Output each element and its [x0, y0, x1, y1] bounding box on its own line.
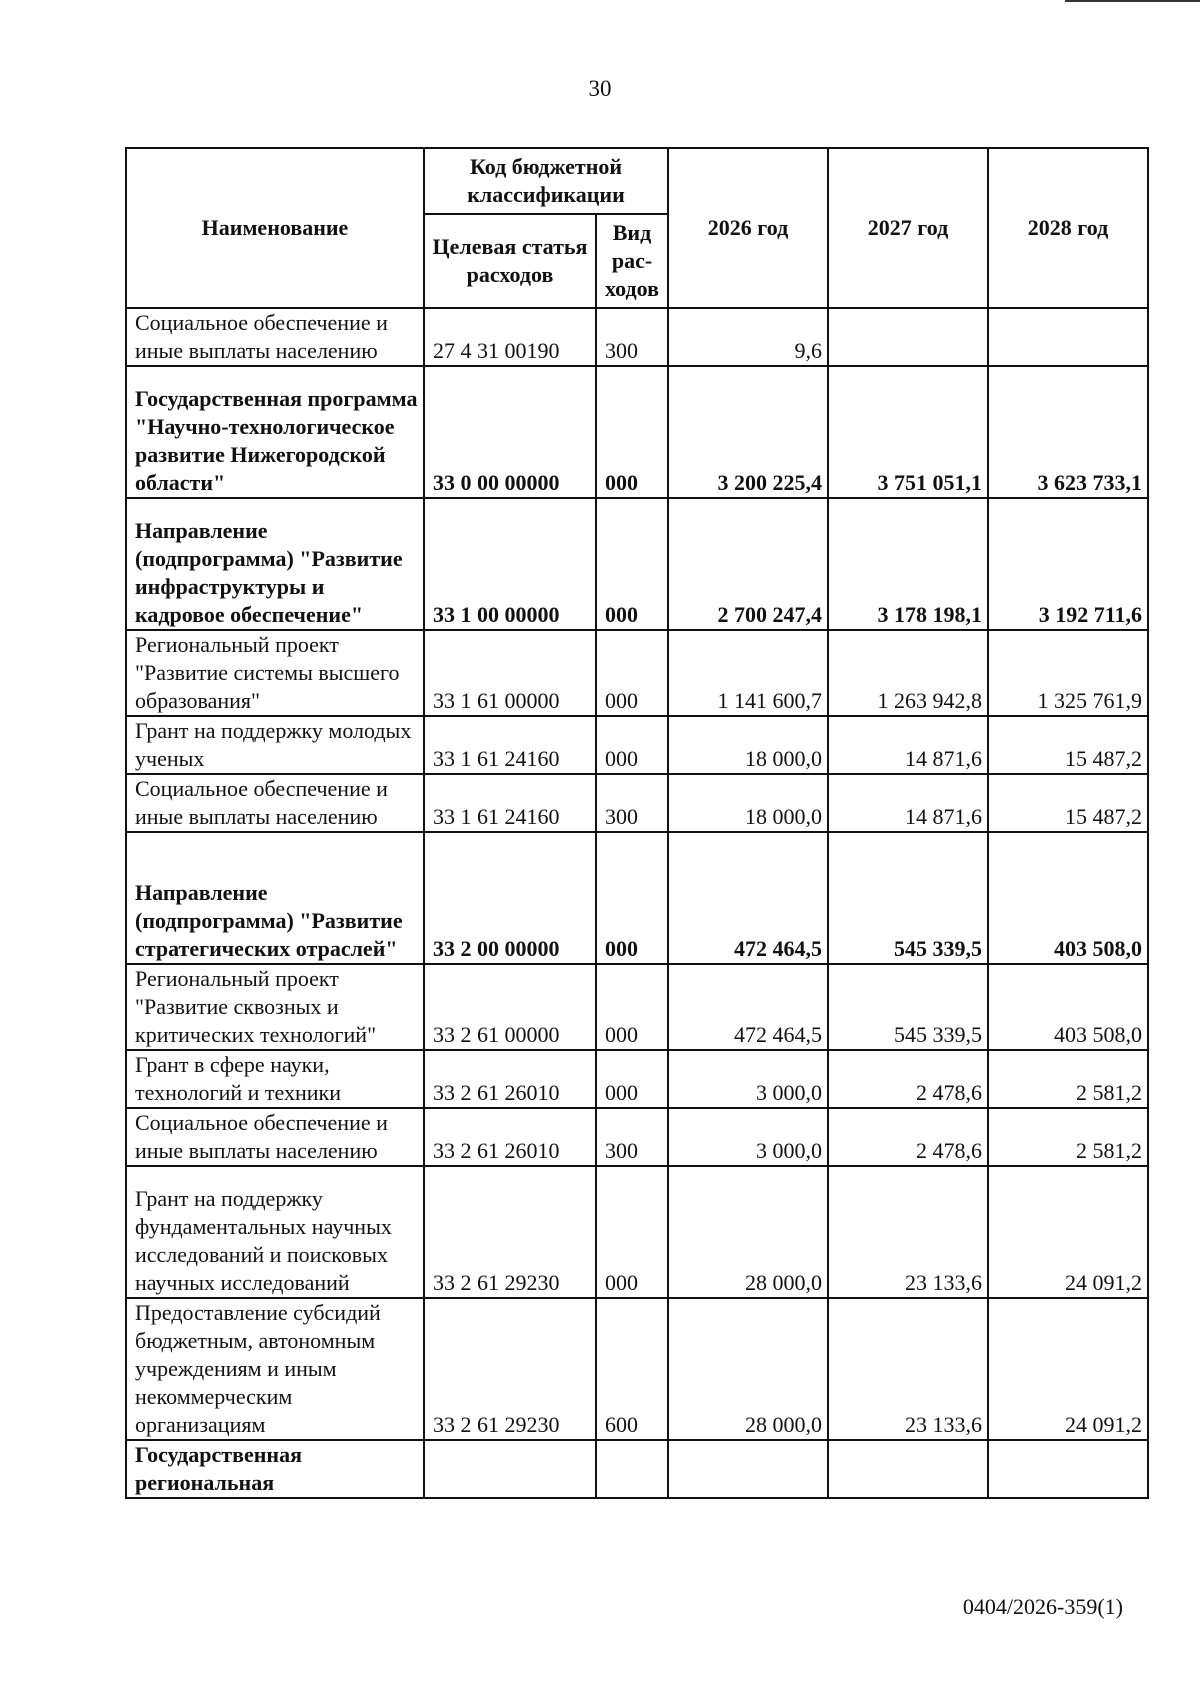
row-value-2028: 403 508,0	[988, 832, 1148, 964]
table-row	[126, 716, 1148, 774]
table-row	[126, 498, 1148, 630]
row-value-2028: 403 508,0	[988, 964, 1148, 1050]
row-value-2028: 24 091,2	[988, 1298, 1148, 1440]
row-value-2028: 1 325 761,9	[988, 630, 1148, 716]
row-name: Направление (подпрограмма) "Развитие стратегических отраслей"	[126, 832, 424, 964]
row-value-2028: 24 091,2	[988, 1166, 1148, 1298]
row-expense-type: 000	[596, 366, 668, 498]
row-value-2027: 3 751 051,1	[828, 366, 988, 498]
row-value-2026: 28 000,0	[668, 1298, 828, 1440]
table-row	[126, 1050, 1148, 1108]
budget-table-body	[126, 308, 1148, 1498]
row-target-article: 33 2 61 26010	[424, 1050, 596, 1108]
row-value-2028: 2 581,2	[988, 1050, 1148, 1108]
row-target-article: 33 1 61 00000	[424, 630, 596, 716]
row-target-article: 33 1 61 24160	[424, 716, 596, 774]
row-target-article: 33 2 00 00000	[424, 832, 596, 964]
row-expense-type: 600	[596, 1298, 668, 1440]
header-code-group: Код бюджетной классификации	[424, 148, 668, 214]
row-value-2028	[988, 308, 1148, 366]
header-2027: 2027 год	[828, 148, 988, 308]
table-row	[126, 1166, 1148, 1298]
row-value-2026: 18 000,0	[668, 774, 828, 832]
row-name: Региональный проект "Развитие сквозных и критических технологий"	[126, 964, 424, 1050]
row-value-2026: 9,6	[668, 308, 828, 366]
row-name: Социальное обеспечение и иные выплаты населению	[126, 1108, 424, 1166]
row-value-2027	[828, 1440, 988, 1498]
row-expense-type: 000	[596, 964, 668, 1050]
row-target-article: 33 2 61 00000	[424, 964, 596, 1050]
table-row	[126, 774, 1148, 832]
row-value-2026: 3 000,0	[668, 1050, 828, 1108]
row-target-article: 27 4 31 00190	[424, 308, 596, 366]
row-value-2027: 3 178 198,1	[828, 498, 988, 630]
row-value-2027: 545 339,5	[828, 964, 988, 1050]
row-value-2027: 23 133,6	[828, 1298, 988, 1440]
budget-table	[125, 147, 1149, 1499]
row-value-2026: 472 464,5	[668, 832, 828, 964]
row-name: Грант на поддержку фундаментальных научных исследований и поисковых научных исследований	[126, 1166, 424, 1298]
row-expense-type: 000	[596, 832, 668, 964]
row-expense-type: 000	[596, 1166, 668, 1298]
row-target-article: 33 2 61 29230	[424, 1298, 596, 1440]
row-value-2027: 14 871,6	[828, 716, 988, 774]
row-value-2028	[988, 1440, 1148, 1498]
row-target-article: 33 1 00 00000	[424, 498, 596, 630]
row-value-2028: 15 487,2	[988, 774, 1148, 832]
row-name: Региональный проект "Развитие системы высшего образования"	[126, 630, 424, 716]
row-value-2028: 3 192 711,6	[988, 498, 1148, 630]
row-value-2027: 1 263 942,8	[828, 630, 988, 716]
row-value-2027: 545 339,5	[828, 832, 988, 964]
header-2026: 2026 год	[668, 148, 828, 308]
row-expense-type: 000	[596, 498, 668, 630]
row-value-2027	[828, 308, 988, 366]
row-value-2026: 28 000,0	[668, 1166, 828, 1298]
table-row	[126, 308, 1148, 366]
row-expense-type: 000	[596, 1050, 668, 1108]
row-name: Государственная региональная	[126, 1440, 424, 1498]
row-target-article: 33 1 61 24160	[424, 774, 596, 832]
row-expense-type	[596, 1440, 668, 1498]
row-value-2026: 3 000,0	[668, 1108, 828, 1166]
row-target-article: 33 0 00 00000	[424, 366, 596, 498]
row-value-2026: 3 200 225,4	[668, 366, 828, 498]
row-name: Грант на поддержку молодых ученых	[126, 716, 424, 774]
row-value-2027: 23 133,6	[828, 1166, 988, 1298]
row-expense-type: 300	[596, 1108, 668, 1166]
table-row	[126, 1440, 1148, 1498]
row-value-2027: 2 478,6	[828, 1108, 988, 1166]
table-row	[126, 964, 1148, 1050]
row-target-article: 33 2 61 26010	[424, 1108, 596, 1166]
header-row-top	[126, 148, 1148, 214]
table-row	[126, 630, 1148, 716]
header-expense-type: Вид рас-ходов	[596, 214, 668, 308]
row-name: Предоставление субсидий бюджетным, автономным учреждениям и иным некоммерческим организациям	[126, 1298, 424, 1440]
row-expense-type: 300	[596, 774, 668, 832]
row-value-2026: 472 464,5	[668, 964, 828, 1050]
table-row	[126, 1298, 1148, 1440]
document-code: 0404/2026-359(1)	[962, 1594, 1123, 1619]
row-value-2028: 2 581,2	[988, 1108, 1148, 1166]
row-value-2027: 2 478,6	[828, 1050, 988, 1108]
page-number: 30	[588, 76, 612, 101]
header-2028: 2028 год	[988, 148, 1148, 308]
table-row	[126, 366, 1148, 498]
row-value-2026: 18 000,0	[668, 716, 828, 774]
header-name: Наименование	[126, 148, 424, 308]
row-value-2026: 2 700 247,4	[668, 498, 828, 630]
row-value-2027: 14 871,6	[828, 774, 988, 832]
row-value-2026: 1 141 600,7	[668, 630, 828, 716]
row-name: Социальное обеспечение и иные выплаты населению	[126, 308, 424, 366]
row-target-article: 33 2 61 29230	[424, 1166, 596, 1298]
table-row	[126, 832, 1148, 964]
row-value-2026	[668, 1440, 828, 1498]
row-name: Социальное обеспечение и иные выплаты населению	[126, 774, 424, 832]
row-expense-type: 000	[596, 716, 668, 774]
row-expense-type: 300	[596, 308, 668, 366]
top-edge-rule	[1065, 0, 1200, 2]
row-name: Грант в сфере науки, технологий и техники	[126, 1050, 424, 1108]
row-expense-type: 000	[596, 630, 668, 716]
header-target-article: Целевая статья расходов	[424, 214, 596, 308]
row-target-article	[424, 1440, 596, 1498]
row-name: Государственная программа "Научно-технологическое развитие Нижегородской области"	[126, 366, 424, 498]
table-row	[126, 1108, 1148, 1166]
row-value-2028: 15 487,2	[988, 716, 1148, 774]
row-name: Направление (подпрограмма) "Развитие инфраструктуры и кадровое обеспечение"	[126, 498, 424, 630]
row-value-2028: 3 623 733,1	[988, 366, 1148, 498]
